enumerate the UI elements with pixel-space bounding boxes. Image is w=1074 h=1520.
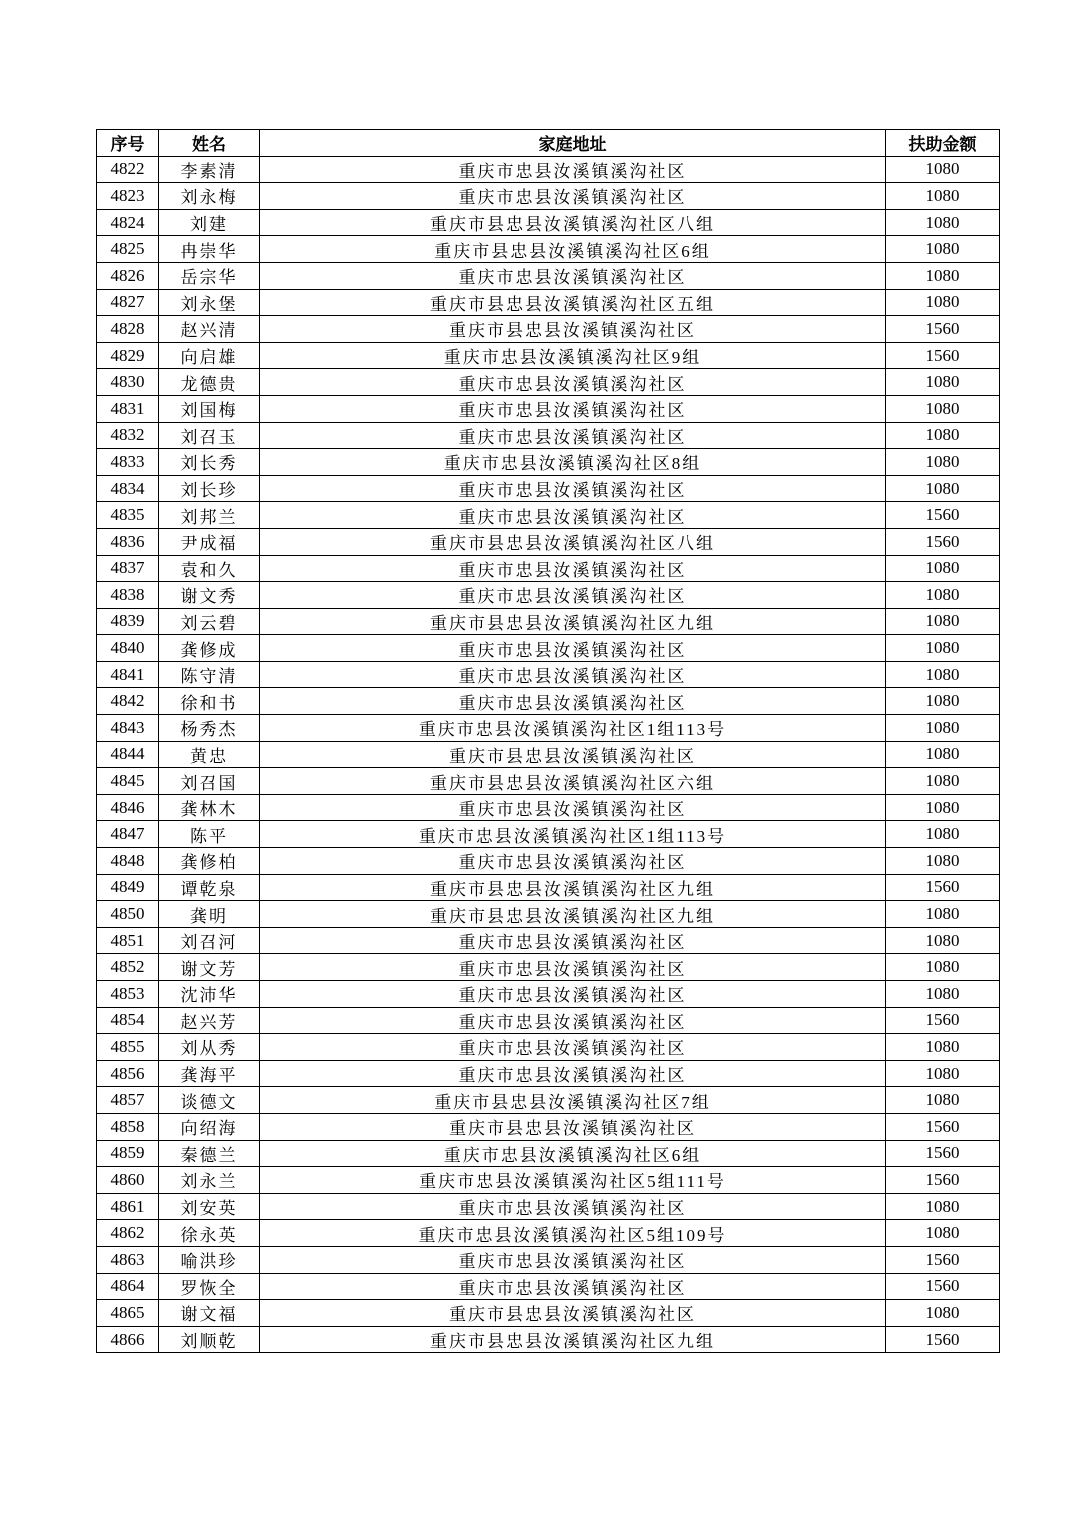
table-row — [97, 262, 1000, 289]
cell-address: 重庆市忠县汝溪镇溪沟社区 — [260, 183, 886, 210]
cell-amount: 1080 — [886, 449, 1000, 476]
table-row — [97, 1140, 1000, 1167]
cell-address: 重庆市忠县汝溪镇溪沟社区8组 — [260, 449, 886, 476]
cell-serial: 4832 — [97, 422, 159, 449]
table-row — [97, 555, 1000, 582]
cell-serial: 4840 — [97, 635, 159, 662]
cell-serial: 4865 — [97, 1300, 159, 1327]
cell-serial: 4858 — [97, 1113, 159, 1140]
cell-name: 刘安英 — [159, 1193, 260, 1220]
table-row — [97, 1113, 1000, 1140]
cell-serial: 4831 — [97, 395, 159, 422]
cell-address: 重庆市忠县汝溪镇溪沟社区 — [260, 794, 886, 821]
assistance-table — [96, 129, 1000, 1353]
table-row — [97, 1167, 1000, 1194]
cell-amount: 1080 — [886, 741, 1000, 768]
cell-amount: 1080 — [886, 183, 1000, 210]
table-row — [97, 848, 1000, 875]
cell-serial: 4863 — [97, 1246, 159, 1273]
cell-name: 谭乾泉 — [159, 874, 260, 901]
table-row — [97, 369, 1000, 396]
cell-address: 重庆市县忠县汝溪镇溪沟社区九组 — [260, 608, 886, 635]
cell-serial: 4851 — [97, 927, 159, 954]
cell-address: 重庆市忠县汝溪镇溪沟社区6组 — [260, 1140, 886, 1167]
cell-amount: 1080 — [886, 981, 1000, 1008]
table-row — [97, 821, 1000, 848]
cell-address: 重庆市县忠县汝溪镇溪沟社区九组 — [260, 901, 886, 928]
cell-amount: 1080 — [886, 555, 1000, 582]
cell-amount: 1560 — [886, 1140, 1000, 1167]
table-row — [97, 608, 1000, 635]
cell-serial: 4846 — [97, 794, 159, 821]
table-row — [97, 635, 1000, 662]
cell-name: 尹成福 — [159, 528, 260, 555]
cell-name: 刘长珍 — [159, 475, 260, 502]
table-row — [97, 502, 1000, 529]
cell-address: 重庆市忠县汝溪镇溪沟社区9组 — [260, 342, 886, 369]
cell-serial: 4847 — [97, 821, 159, 848]
cell-serial: 4844 — [97, 741, 159, 768]
cell-name: 陈守清 — [159, 661, 260, 688]
header-serial: 序号 — [97, 130, 159, 157]
cell-amount: 1080 — [886, 901, 1000, 928]
cell-name: 谢文秀 — [159, 582, 260, 609]
cell-address: 重庆市忠县汝溪镇溪沟社区 — [260, 369, 886, 396]
table-row — [97, 688, 1000, 715]
cell-address: 重庆市忠县汝溪镇溪沟社区 — [260, 1246, 886, 1273]
cell-serial: 4834 — [97, 475, 159, 502]
cell-serial: 4833 — [97, 449, 159, 476]
cell-serial: 4866 — [97, 1326, 159, 1353]
cell-name: 赵兴芳 — [159, 1007, 260, 1034]
cell-amount: 1080 — [886, 954, 1000, 981]
cell-address: 重庆市忠县汝溪镇溪沟社区 — [260, 395, 886, 422]
table-row — [97, 874, 1000, 901]
cell-amount: 1080 — [886, 262, 1000, 289]
cell-name: 刘召国 — [159, 768, 260, 795]
cell-address: 重庆市县忠县汝溪镇溪沟社区 — [260, 1113, 886, 1140]
cell-amount: 1560 — [886, 1246, 1000, 1273]
cell-serial: 4838 — [97, 582, 159, 609]
cell-name: 刘召河 — [159, 927, 260, 954]
cell-amount: 1560 — [886, 502, 1000, 529]
table-row — [97, 528, 1000, 555]
table-row — [97, 475, 1000, 502]
cell-amount: 1080 — [886, 608, 1000, 635]
cell-address: 重庆市忠县汝溪镇溪沟社区 — [260, 502, 886, 529]
cell-serial: 4843 — [97, 715, 159, 742]
cell-serial: 4835 — [97, 502, 159, 529]
cell-address: 重庆市县忠县汝溪镇溪沟社区八组 — [260, 209, 886, 236]
cell-address: 重庆市忠县汝溪镇溪沟社区 — [260, 156, 886, 183]
cell-address: 重庆市忠县汝溪镇溪沟社区 — [260, 475, 886, 502]
cell-serial: 4864 — [97, 1273, 159, 1300]
cell-name: 龚明 — [159, 901, 260, 928]
cell-address: 重庆市忠县汝溪镇溪沟社区5组109号 — [260, 1220, 886, 1247]
cell-name: 谈德文 — [159, 1087, 260, 1114]
cell-serial: 4860 — [97, 1167, 159, 1194]
cell-name: 岳宗华 — [159, 262, 260, 289]
cell-amount: 1080 — [886, 1060, 1000, 1087]
table-row — [97, 1060, 1000, 1087]
cell-serial: 4856 — [97, 1060, 159, 1087]
cell-name: 刘国梅 — [159, 395, 260, 422]
cell-serial: 4849 — [97, 874, 159, 901]
cell-address: 重庆市忠县汝溪镇溪沟社区 — [260, 582, 886, 609]
cell-serial: 4839 — [97, 608, 159, 635]
cell-amount: 1080 — [886, 1220, 1000, 1247]
cell-address: 重庆市忠县汝溪镇溪沟社区 — [260, 1007, 886, 1034]
cell-address: 重庆市县忠县汝溪镇溪沟社区6组 — [260, 236, 886, 263]
cell-amount: 1080 — [886, 848, 1000, 875]
cell-name: 刘建 — [159, 209, 260, 236]
cell-amount: 1080 — [886, 768, 1000, 795]
table-body — [97, 156, 1000, 1353]
cell-amount: 1560 — [886, 874, 1000, 901]
cell-address: 重庆市忠县汝溪镇溪沟社区 — [260, 848, 886, 875]
cell-address: 重庆市县忠县汝溪镇溪沟社区7组 — [260, 1087, 886, 1114]
table-row — [97, 422, 1000, 449]
cell-amount: 1080 — [886, 475, 1000, 502]
cell-serial: 4853 — [97, 981, 159, 1008]
cell-amount: 1080 — [886, 688, 1000, 715]
cell-name: 徐和书 — [159, 688, 260, 715]
cell-name: 杨秀杰 — [159, 715, 260, 742]
cell-serial: 4850 — [97, 901, 159, 928]
cell-address: 重庆市县忠县汝溪镇溪沟社区八组 — [260, 528, 886, 555]
cell-name: 刘永堡 — [159, 289, 260, 316]
cell-serial: 4828 — [97, 316, 159, 343]
table-row — [97, 981, 1000, 1008]
cell-address: 重庆市县忠县汝溪镇溪沟社区 — [260, 316, 886, 343]
cell-name: 刘云碧 — [159, 608, 260, 635]
header-amount: 扶助金额 — [886, 130, 1000, 157]
table-row — [97, 449, 1000, 476]
table-row — [97, 715, 1000, 742]
table-row — [97, 1034, 1000, 1061]
cell-name: 龚修柏 — [159, 848, 260, 875]
header-name: 姓名 — [159, 130, 260, 157]
cell-amount: 1080 — [886, 369, 1000, 396]
cell-amount: 1560 — [886, 1326, 1000, 1353]
cell-amount: 1080 — [886, 289, 1000, 316]
cell-amount: 1560 — [886, 528, 1000, 555]
cell-name: 喻洪珍 — [159, 1246, 260, 1273]
table-row — [97, 209, 1000, 236]
cell-serial: 4859 — [97, 1140, 159, 1167]
table-row — [97, 1007, 1000, 1034]
cell-address: 重庆市忠县汝溪镇溪沟社区 — [260, 555, 886, 582]
cell-name: 刘召玉 — [159, 422, 260, 449]
table-row — [97, 768, 1000, 795]
cell-name: 刘从秀 — [159, 1034, 260, 1061]
cell-serial: 4827 — [97, 289, 159, 316]
cell-amount: 1080 — [886, 661, 1000, 688]
table-row — [97, 316, 1000, 343]
cell-name: 秦德兰 — [159, 1140, 260, 1167]
cell-amount: 1080 — [886, 635, 1000, 662]
table-row — [97, 794, 1000, 821]
cell-serial: 4823 — [97, 183, 159, 210]
cell-address: 重庆市忠县汝溪镇溪沟社区 — [260, 262, 886, 289]
cell-address: 重庆市县忠县汝溪镇溪沟社区九组 — [260, 1326, 886, 1353]
cell-name: 龚修成 — [159, 635, 260, 662]
cell-name: 沈沛华 — [159, 981, 260, 1008]
cell-address: 重庆市忠县汝溪镇溪沟社区1组113号 — [260, 821, 886, 848]
cell-address: 重庆市忠县汝溪镇溪沟社区 — [260, 422, 886, 449]
table-row — [97, 156, 1000, 183]
cell-name: 龚海平 — [159, 1060, 260, 1087]
cell-name: 陈平 — [159, 821, 260, 848]
table-row — [97, 741, 1000, 768]
table-row — [97, 236, 1000, 263]
cell-serial: 4830 — [97, 369, 159, 396]
cell-amount: 1080 — [886, 156, 1000, 183]
cell-name: 龙德贵 — [159, 369, 260, 396]
cell-address: 重庆市忠县汝溪镇溪沟社区 — [260, 954, 886, 981]
cell-amount: 1080 — [886, 1087, 1000, 1114]
cell-amount: 1080 — [886, 236, 1000, 263]
cell-serial: 4862 — [97, 1220, 159, 1247]
cell-address: 重庆市忠县汝溪镇溪沟社区 — [260, 981, 886, 1008]
cell-amount: 1080 — [886, 395, 1000, 422]
cell-address: 重庆市忠县汝溪镇溪沟社区 — [260, 1060, 886, 1087]
cell-name: 刘邦兰 — [159, 502, 260, 529]
table-row — [97, 1300, 1000, 1327]
cell-name: 向启雄 — [159, 342, 260, 369]
cell-address: 重庆市县忠县汝溪镇溪沟社区六组 — [260, 768, 886, 795]
cell-serial: 4852 — [97, 954, 159, 981]
cell-amount: 1560 — [886, 1113, 1000, 1140]
cell-serial: 4855 — [97, 1034, 159, 1061]
cell-name: 袁和久 — [159, 555, 260, 582]
cell-address: 重庆市忠县汝溪镇溪沟社区 — [260, 1273, 886, 1300]
table-row — [97, 395, 1000, 422]
cell-name: 罗恢全 — [159, 1273, 260, 1300]
cell-address: 重庆市县忠县汝溪镇溪沟社区 — [260, 1300, 886, 1327]
cell-amount: 1560 — [886, 1007, 1000, 1034]
cell-amount: 1080 — [886, 1300, 1000, 1327]
cell-name: 向绍海 — [159, 1113, 260, 1140]
cell-serial: 4826 — [97, 262, 159, 289]
cell-amount: 1080 — [886, 1034, 1000, 1061]
cell-name: 徐永英 — [159, 1220, 260, 1247]
cell-name: 谢文福 — [159, 1300, 260, 1327]
cell-amount: 1080 — [886, 582, 1000, 609]
cell-amount: 1080 — [886, 422, 1000, 449]
cell-serial: 4861 — [97, 1193, 159, 1220]
cell-amount: 1080 — [886, 1193, 1000, 1220]
cell-serial: 4857 — [97, 1087, 159, 1114]
cell-amount: 1560 — [886, 316, 1000, 343]
table-row — [97, 954, 1000, 981]
cell-serial: 4845 — [97, 768, 159, 795]
cell-serial: 4836 — [97, 528, 159, 555]
cell-name: 龚林木 — [159, 794, 260, 821]
cell-serial: 4854 — [97, 1007, 159, 1034]
cell-address: 重庆市县忠县汝溪镇溪沟社区五组 — [260, 289, 886, 316]
cell-name: 黄忠 — [159, 741, 260, 768]
cell-serial: 4822 — [97, 156, 159, 183]
cell-amount: 1560 — [886, 1273, 1000, 1300]
cell-address: 重庆市忠县汝溪镇溪沟社区5组111号 — [260, 1167, 886, 1194]
cell-amount: 1080 — [886, 821, 1000, 848]
cell-serial: 4841 — [97, 661, 159, 688]
cell-name: 李素清 — [159, 156, 260, 183]
table-row — [97, 1087, 1000, 1114]
cell-name: 刘永梅 — [159, 183, 260, 210]
table-row — [97, 661, 1000, 688]
cell-name: 赵兴清 — [159, 316, 260, 343]
table-row — [97, 1326, 1000, 1353]
table-row — [97, 927, 1000, 954]
cell-address: 重庆市忠县汝溪镇溪沟社区 — [260, 927, 886, 954]
table-row — [97, 582, 1000, 609]
cell-amount: 1080 — [886, 209, 1000, 236]
cell-serial: 4842 — [97, 688, 159, 715]
cell-address: 重庆市县忠县汝溪镇溪沟社区 — [260, 741, 886, 768]
cell-amount: 1560 — [886, 1167, 1000, 1194]
cell-amount: 1080 — [886, 715, 1000, 742]
table-row — [97, 1273, 1000, 1300]
header-row — [97, 130, 1000, 157]
cell-serial: 4825 — [97, 236, 159, 263]
cell-name: 谢文芳 — [159, 954, 260, 981]
table-row — [97, 901, 1000, 928]
table-row — [97, 1220, 1000, 1247]
cell-address: 重庆市忠县汝溪镇溪沟社区1组113号 — [260, 715, 886, 742]
cell-name: 刘顺乾 — [159, 1326, 260, 1353]
cell-serial: 4829 — [97, 342, 159, 369]
cell-name: 冉崇华 — [159, 236, 260, 263]
cell-amount: 1560 — [886, 342, 1000, 369]
table-row — [97, 183, 1000, 210]
cell-serial: 4837 — [97, 555, 159, 582]
header-address: 家庭地址 — [260, 130, 886, 157]
table-row — [97, 342, 1000, 369]
cell-amount: 1080 — [886, 794, 1000, 821]
cell-serial: 4824 — [97, 209, 159, 236]
cell-address: 重庆市忠县汝溪镇溪沟社区 — [260, 688, 886, 715]
cell-name: 刘永兰 — [159, 1167, 260, 1194]
cell-serial: 4848 — [97, 848, 159, 875]
table-row — [97, 289, 1000, 316]
cell-amount: 1080 — [886, 927, 1000, 954]
cell-name: 刘长秀 — [159, 449, 260, 476]
cell-address: 重庆市忠县汝溪镇溪沟社区 — [260, 635, 886, 662]
cell-address: 重庆市县忠县汝溪镇溪沟社区九组 — [260, 874, 886, 901]
table-row — [97, 1193, 1000, 1220]
cell-address: 重庆市忠县汝溪镇溪沟社区 — [260, 1034, 886, 1061]
cell-address: 重庆市忠县汝溪镇溪沟社区 — [260, 661, 886, 688]
table-row — [97, 1246, 1000, 1273]
cell-address: 重庆市忠县汝溪镇溪沟社区 — [260, 1193, 886, 1220]
